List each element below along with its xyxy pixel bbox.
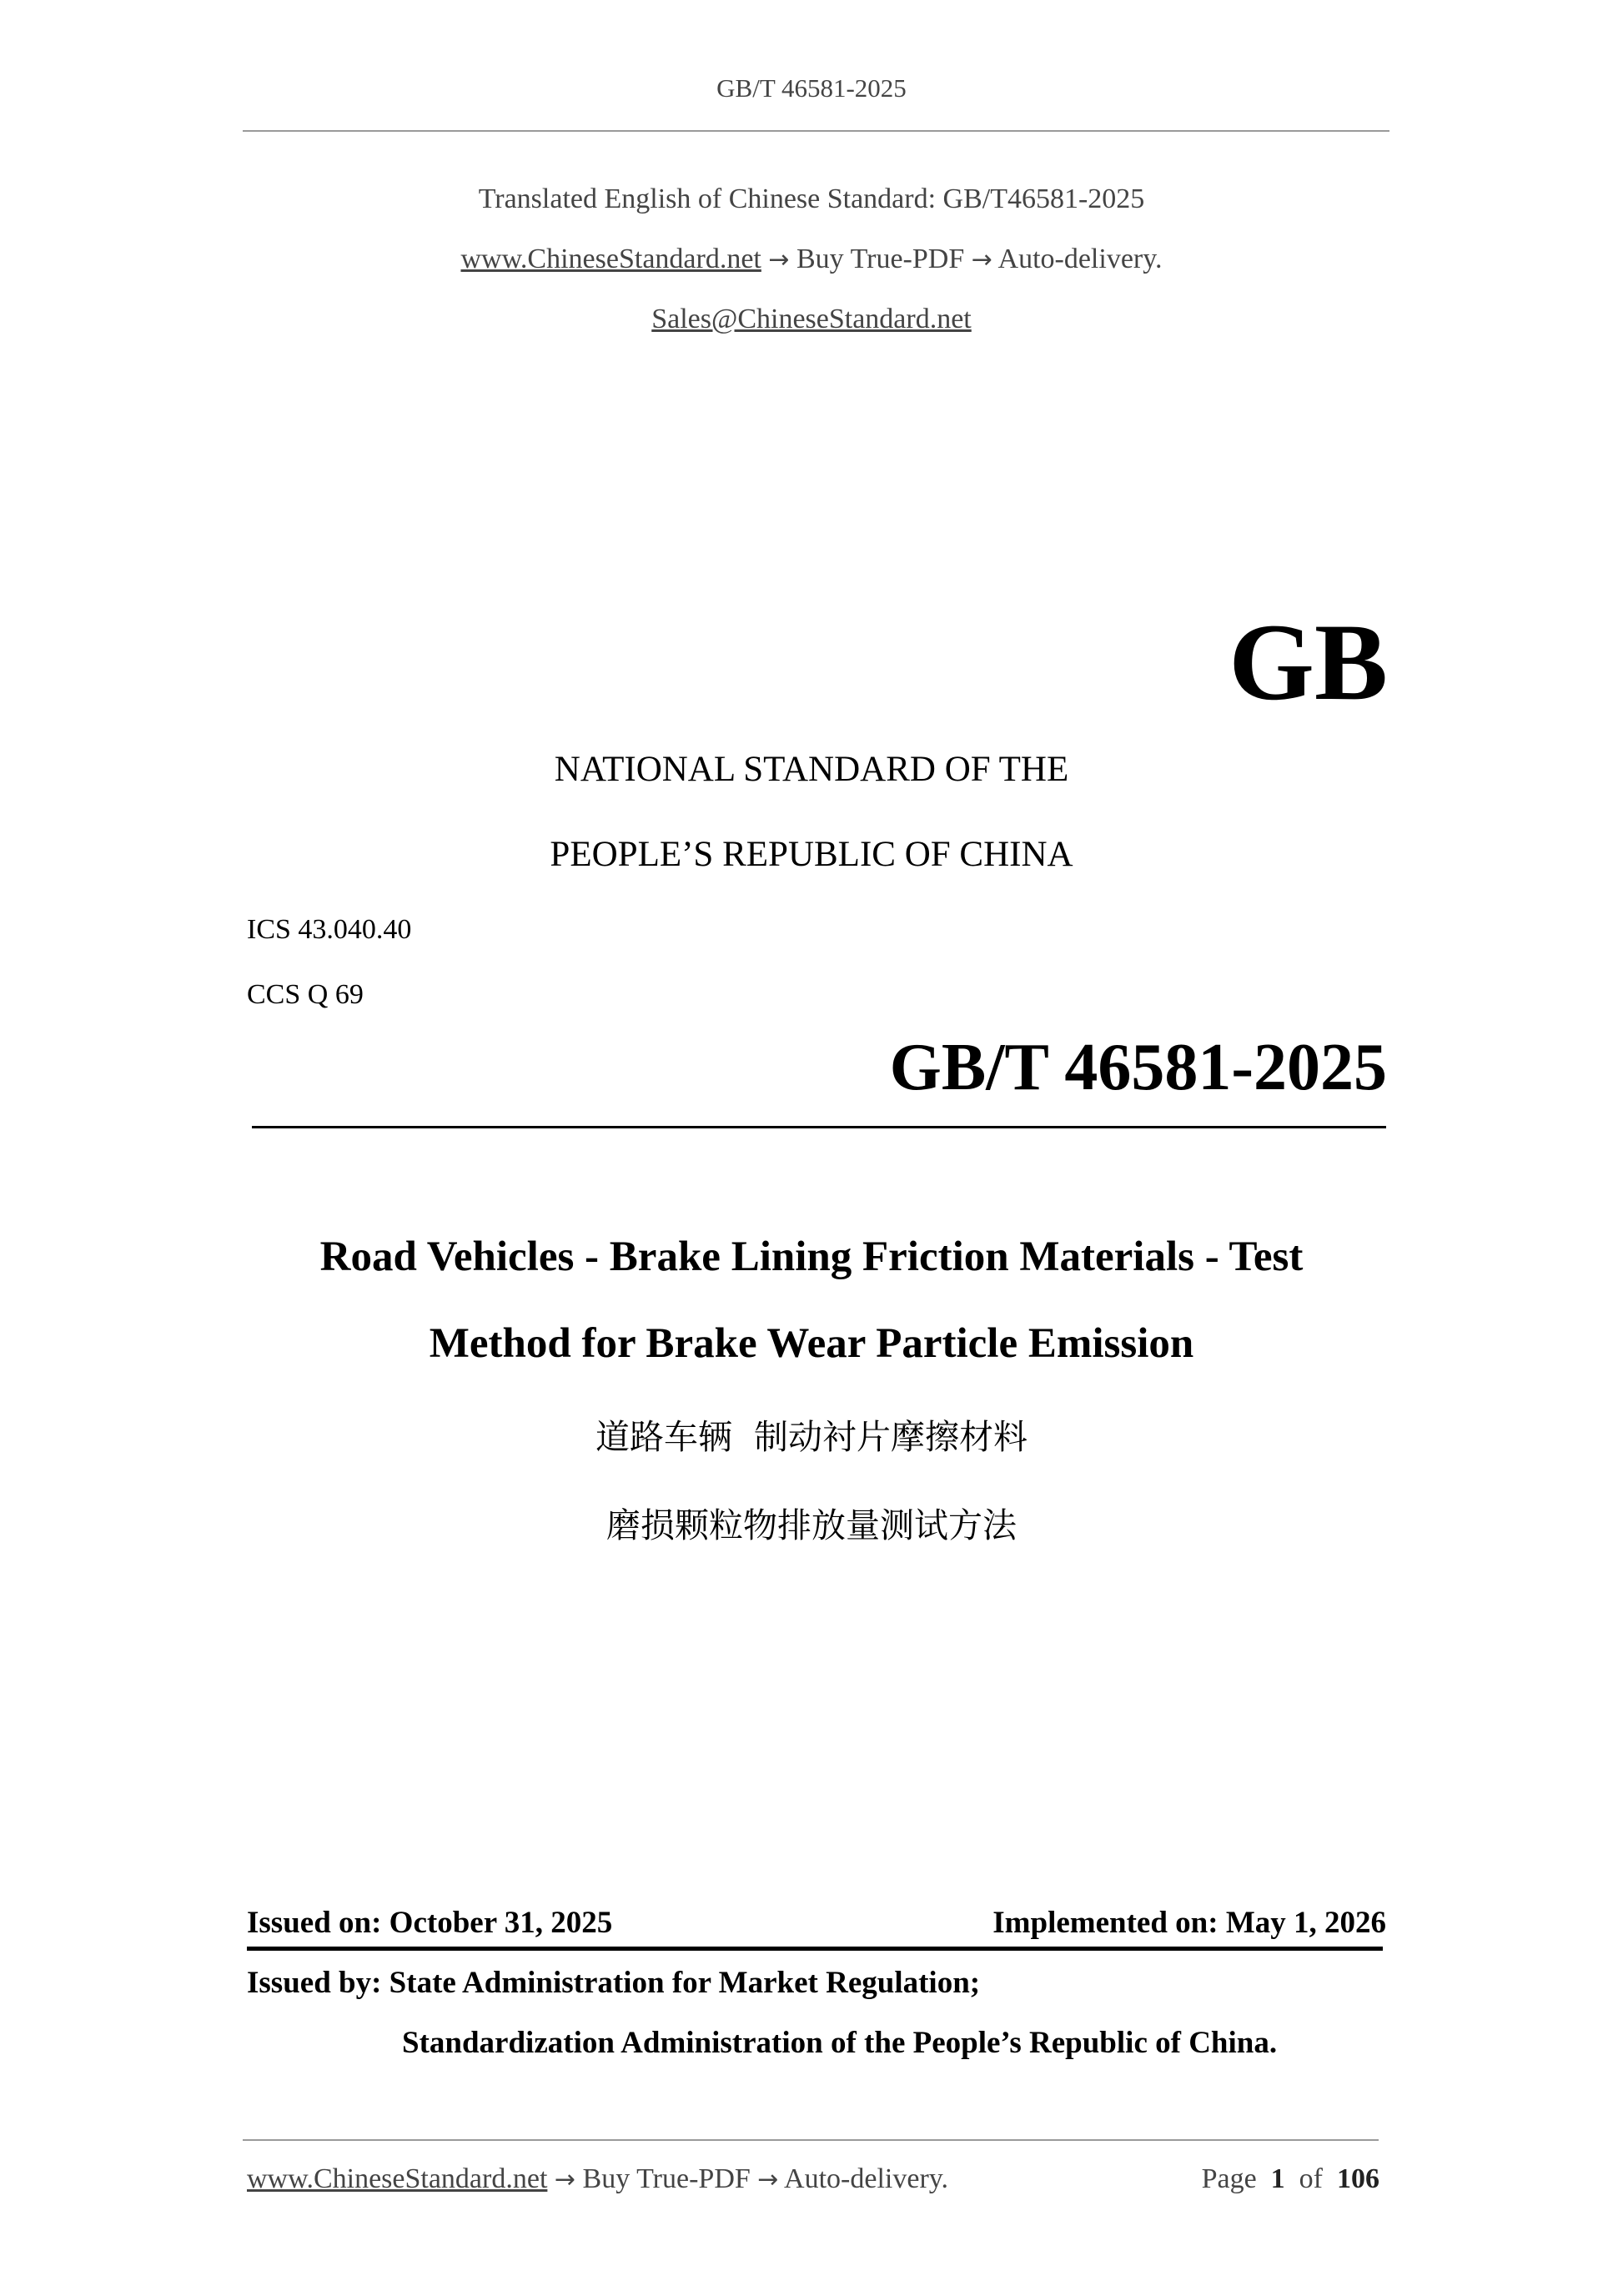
national-standard-line1: NATIONAL STANDARD OF THE xyxy=(554,750,1069,789)
of-label: of xyxy=(1299,2163,1323,2194)
promo-delivery-text: Auto-delivery. xyxy=(997,244,1163,274)
issued-by-line: Issued by: State Administration for Market Regulation; xyxy=(247,1966,981,2000)
footer-buy-line xyxy=(247,2163,948,2195)
gb-mark: GB xyxy=(1229,600,1388,723)
standard-number: GB/T 46581-2025 xyxy=(889,1031,1387,1104)
arrow-right-icon: → xyxy=(971,245,992,274)
issued-on-date: Issued on: October 31, 2025 xyxy=(247,1906,613,1940)
issued-by-second-authority: Standardization Administration of the People’s Republic of China. xyxy=(402,2026,1278,2060)
ics-code: ICS 43.040.40 xyxy=(247,914,412,945)
promo-site-link[interactable]: www.ChineseStandard.net xyxy=(460,244,761,274)
title-chinese-line2: 磨损颗粒物排放量测试方法 xyxy=(606,1505,1017,1545)
promo-buy-line xyxy=(0,244,1623,275)
title-chinese-line1: 道路车辆 制动衬片摩擦材料 xyxy=(595,1417,1028,1457)
page-number: 1 xyxy=(1270,2163,1285,2194)
footer-buy-text: Buy True-PDF xyxy=(582,2163,751,2194)
promo-translated-line: Translated English of Chinese Standard: GB/T46581-2025 xyxy=(478,183,1145,214)
implemented-on-date: Implemented on: May 1, 2026 xyxy=(992,1906,1386,1940)
national-standard-line2: PEOPLE’S REPUBLIC OF CHINA xyxy=(550,835,1073,874)
arrow-right-icon: → xyxy=(768,245,790,274)
ccs-code: CCS Q 69 xyxy=(247,979,364,1010)
page-total: 106 xyxy=(1337,2163,1379,2194)
title-english-line2: Method for Brake Wear Particle Emission xyxy=(429,1320,1194,1367)
promo-email-line xyxy=(0,304,1623,335)
issuance-rule xyxy=(247,1947,1383,1951)
header-standard-code: GB/T 46581-2025 xyxy=(716,73,907,103)
footer-divider xyxy=(243,2139,1379,2141)
promo-email-link[interactable]: Sales@ChineseStandard.net xyxy=(651,304,972,334)
footer-site-link[interactable]: www.ChineseStandard.net xyxy=(247,2163,548,2194)
title-english-line1: Road Vehicles - Brake Lining Friction Materials - Test xyxy=(319,1233,1304,1280)
arrow-right-icon: → xyxy=(757,2165,779,2194)
promo-buy-text: Buy True-PDF xyxy=(796,244,965,274)
page-indicator xyxy=(1202,2163,1379,2195)
standard-number-rule xyxy=(252,1126,1386,1128)
arrow-right-icon: → xyxy=(554,2165,576,2194)
page-label: Page xyxy=(1201,2163,1257,2194)
footer-delivery-text: Auto-delivery. xyxy=(784,2163,949,2194)
header-divider xyxy=(243,130,1389,132)
